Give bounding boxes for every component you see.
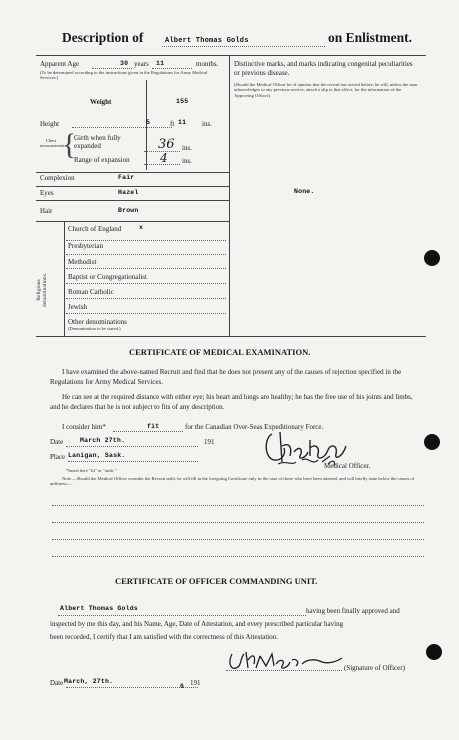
religion-jewish: Jewish bbox=[68, 303, 88, 311]
religion-church-check: x bbox=[139, 224, 144, 231]
medical-date-line bbox=[66, 446, 198, 447]
age-months-value: 11 bbox=[156, 60, 165, 67]
medical-year: 191 bbox=[204, 438, 215, 446]
age-years-value: 30 bbox=[120, 60, 129, 67]
ins-label: ins. bbox=[202, 120, 212, 128]
range-label: Range of expansion bbox=[74, 156, 130, 164]
years-label: years bbox=[134, 60, 149, 68]
cause-line-3 bbox=[52, 539, 424, 540]
age-note: (To be determined according to the instructions given in the Regulations for Army Medical Services.) bbox=[40, 70, 208, 81]
insert-note: *Insert here "fit" or "unfit." bbox=[66, 468, 117, 473]
religion-line-1 bbox=[66, 240, 226, 241]
religion-label: Religious denominations. bbox=[36, 272, 48, 308]
commanding-heading: CERTIFICATE OF OFFICER COMMANDING UNIT. bbox=[115, 576, 318, 586]
eyes-label: Eyes bbox=[40, 189, 54, 197]
religion-other-note: (Denomination to be stated.) bbox=[68, 326, 121, 331]
height-ft-value: 5 bbox=[146, 119, 151, 126]
punch-hole-top bbox=[424, 250, 440, 266]
medical-date-value: March 27th. bbox=[80, 437, 126, 444]
medical-para2: He can see at the required distance with either eye; his heart and lungs are healthy; he has the free use of his joints and limbs, and he declares that he is not subject to fits of any description. bbox=[50, 393, 413, 411]
medical-officer-label: Medical Officer. bbox=[324, 462, 371, 470]
religion-line-4 bbox=[66, 283, 226, 284]
top-border bbox=[36, 55, 426, 56]
chest-bracket: { bbox=[62, 128, 77, 161]
signature-label: (Signature of Officer) bbox=[344, 664, 405, 672]
marks-heading: Distinctive marks, and marks indicating congenital peculiarities or previous disease. bbox=[234, 60, 413, 77]
hair-value: Brown bbox=[118, 207, 139, 214]
consider-label: I consider him* bbox=[62, 423, 106, 431]
complexion-label: Complexion bbox=[40, 174, 75, 182]
weight-value: 155 bbox=[176, 98, 189, 105]
commanding-line2: inspected by me this day, and his Name, Age, Date of Attestation, and every prescribed particular having bbox=[50, 620, 344, 628]
religion-other: Other denominations bbox=[68, 318, 127, 326]
commanding-date-label: Date bbox=[50, 679, 64, 687]
range-value: 4 bbox=[160, 151, 168, 165]
apparent-age-label: Apparent Age bbox=[40, 60, 80, 68]
complexion-value: Fair bbox=[118, 174, 135, 181]
place-value: Lanigan, Sask. bbox=[68, 452, 126, 459]
months-label: months. bbox=[196, 60, 219, 68]
religion-methodist: Methodist bbox=[68, 258, 97, 266]
height-in-value: 11 bbox=[178, 119, 187, 126]
cause-line-1 bbox=[52, 505, 424, 506]
commanding-name-line bbox=[58, 615, 306, 616]
hair-label: Hair bbox=[40, 207, 53, 215]
girth-label: Girth when fully expanded bbox=[74, 134, 121, 150]
religion-divider bbox=[64, 221, 65, 336]
cause-line-4 bbox=[52, 556, 424, 557]
header-recruit-name: Albert Thomas Golds bbox=[165, 37, 249, 45]
religion-line-5 bbox=[66, 298, 226, 299]
bottom-border bbox=[36, 336, 426, 337]
hair-rule bbox=[36, 200, 229, 201]
signature-line bbox=[226, 670, 342, 671]
medical-heading: CERTIFICATE OF MEDICAL EXAMINATION. bbox=[129, 347, 311, 357]
age-months-line bbox=[152, 68, 192, 69]
weight-label: Weight bbox=[90, 98, 112, 106]
column-divider bbox=[229, 55, 230, 336]
religion-baptist: Baptist or Congregationalist bbox=[68, 273, 147, 281]
eyes-value: Hazel bbox=[118, 189, 139, 196]
header-description-of: Description of bbox=[62, 30, 144, 45]
commanding-line1-tail: having been finally approved and bbox=[306, 607, 400, 615]
marks-value: None. bbox=[294, 188, 315, 195]
commanding-date-value: March, 27th. bbox=[64, 678, 114, 685]
commanding-name-value: Albert Thomas Golds bbox=[60, 605, 138, 612]
religion-line-3 bbox=[66, 268, 226, 269]
range-ins-label: ins. bbox=[182, 157, 192, 165]
commanding-year: 191 bbox=[190, 679, 201, 687]
punch-hole-bottom bbox=[426, 644, 442, 660]
place-label: Place bbox=[50, 453, 66, 461]
marks-note: (Should the Medical Officer be of opinion that the recruit has served before, he will, unless the man acknowledges to any previous service, attach a slip to that effect, for the information of the Approving Officer). bbox=[234, 82, 418, 98]
cause-line-2 bbox=[52, 522, 424, 523]
girth-ins-label: ins. bbox=[182, 144, 192, 152]
commanding-officer-signature bbox=[226, 644, 346, 676]
religion-presbyterian: Presbyterian bbox=[68, 242, 103, 250]
place-line bbox=[68, 461, 198, 462]
age-years-line bbox=[92, 68, 132, 69]
consider-value: fit bbox=[147, 423, 160, 430]
height-label: Height bbox=[40, 120, 60, 128]
unfit-note: Note.—Should the Medical Officer consider the Recruit unfit, he will fill in the foregoing Certificate only in the case of those who have been attested, and will briefly state below the causes of unfitness:— bbox=[50, 476, 415, 487]
religion-church-of-england: Church of England bbox=[68, 225, 122, 233]
medical-para1: I have examined the above-named Recruit and find that he does not present any of the causes of rejection specified in the Regulations for Army Medical Services. bbox=[50, 368, 402, 386]
commanding-line3: been recorded, I certify that I am satisfied with the correctness of this Attestation. bbox=[50, 633, 279, 641]
chest-label: Chest measurement. bbox=[40, 138, 66, 148]
complexion-rule bbox=[36, 172, 229, 173]
header-on-enlistment: on Enlistment. bbox=[328, 30, 413, 45]
height-line bbox=[72, 127, 172, 128]
header-name-line bbox=[162, 46, 325, 47]
punch-hole-middle bbox=[424, 434, 440, 450]
commanding-year-digit: 6 bbox=[180, 683, 185, 690]
religion-line-2 bbox=[66, 254, 226, 255]
consider-line bbox=[113, 431, 183, 432]
religion-roman-catholic: Roman Catholic bbox=[68, 288, 114, 296]
commanding-date-line bbox=[66, 687, 198, 688]
girth-value: 36 bbox=[158, 137, 175, 152]
consider-tail: for the Canadian Over-Seas Expeditionary Force. bbox=[185, 423, 324, 431]
religion-line-6 bbox=[66, 313, 226, 314]
ft-label: ft bbox=[170, 120, 175, 128]
eyes-rule bbox=[36, 186, 229, 187]
medical-date-label: Date bbox=[50, 438, 64, 446]
